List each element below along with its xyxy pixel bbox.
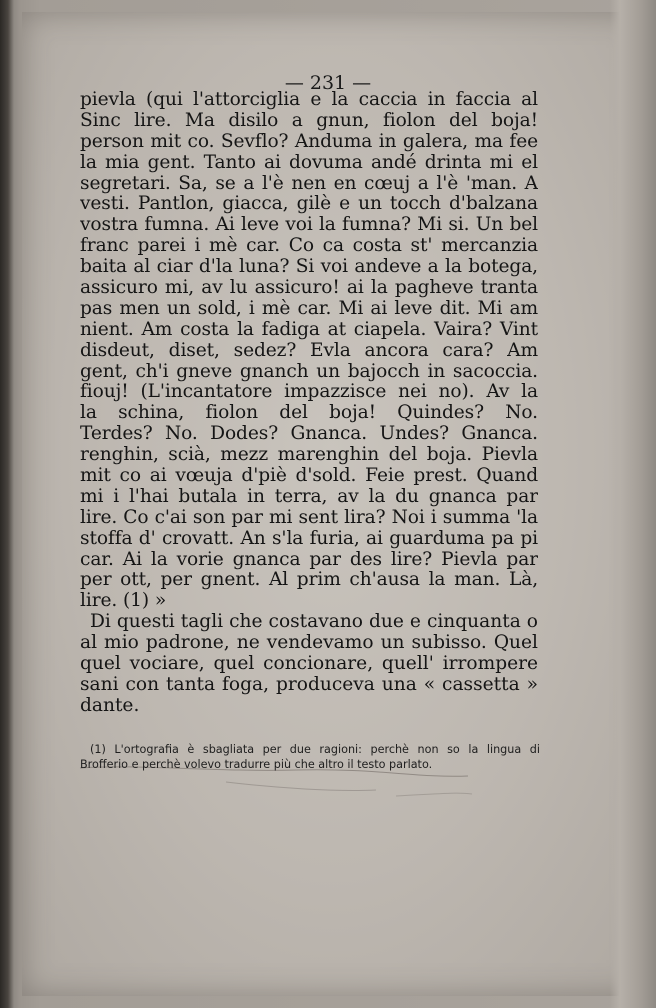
text-line: renghin, scià, mezz marenghin del boja. Pievla [80,445,538,466]
paragraph-line: dante. [80,695,140,716]
text-line: pievla (qui l'attorciglia e la caccia in faccia al [80,90,538,110]
text-line: nient. Am costa la fadiga at ciapela. Vaira? Vint [80,319,538,340]
text-line: assicuro mi, av lu assicuro! ai la pagheve tranta [80,278,538,299]
text-line: mit co ai vœuja d'piè d'sold. Feie prest. Quand [80,466,538,487]
text-line: Terdes? No. Dodes? Gnanca. Undes? Gnanca. [80,424,538,445]
paragraph-line: al mio padrone, ne vendevamo un subisso. Quel [80,632,538,653]
text-line: stoffa d' crovatt. An s'la furia, ai guarduma pa pi [80,528,538,549]
footnote [80,742,540,772]
text-line: la mia gent. Tanto ai dovuma andé drinta mi el [80,152,538,173]
dialect-passage [80,90,538,612]
narrative-paragraph [80,612,538,716]
text-line: vesti. Pantlon, giacca, gilè e un tocch d'balzana [80,194,538,215]
footnote-line: Brofferio e perchè volevo tradurre più che altro il testo parlato. [80,758,433,771]
text-line: franc parei i mè car. Co ca costa st' mercanzia [80,236,538,257]
text-line: per ott, per gnent. Al prim ch'ausa la man. Là, [80,570,538,591]
text-line: gent, ch'i gneve gnanch un bajocch in sacoccia. [80,361,538,382]
page-edge [610,0,656,1008]
page-number: — 231 — [284,72,372,94]
text-line: la schina, fiolon del boja! Quindes? No. [80,403,538,424]
text-line: mi i l'hai butala in terra, av la du gnanca par [80,486,538,507]
text-line: baita al ciar d'la luna? Si voi andeve a la botega, [80,257,538,278]
paragraph-line: sani con tanta foga, produceva una « cassetta » [80,674,538,695]
footnote-line: (1) L'ortografia è sbagliata per due ragioni: perchè non so la lingua di [90,743,540,756]
text-line: person mit co. Sevflo? Anduma in galera, ma fee [80,131,538,152]
paragraph-line: Di questi tagli che costavano due e cinquanta o [90,612,538,632]
text-line: segretari. Sa, se a l'è nen en cœuj a l'è 'man. A [80,173,538,194]
text-line: lire. Co c'ai son par mi sent lira? Noi i summa 'la [80,507,538,528]
text-line: disdeut, diset, sedez? Evla ancora cara? Am [80,340,538,361]
text-line: Sinc lire. Ma disilo a gnun, fiolon del boja! [80,110,538,131]
text-line: car. Ai la vorie gnanca par des lire? Pievla par [80,549,538,570]
text-line: pas men un sold, i mè car. Mi ai leve dit. Mi am [80,298,538,319]
paragraph-line: quel vociare, quel concionare, quell' irrompere [80,653,538,674]
text-line: fiouj! (L'incantatore impazzisce nei no). Av la [80,382,538,403]
text-line: lire. (1) » [80,591,167,612]
text-line: vostra fumna. Ai leve voi la fumna? Mi si. Un bel [80,215,538,236]
